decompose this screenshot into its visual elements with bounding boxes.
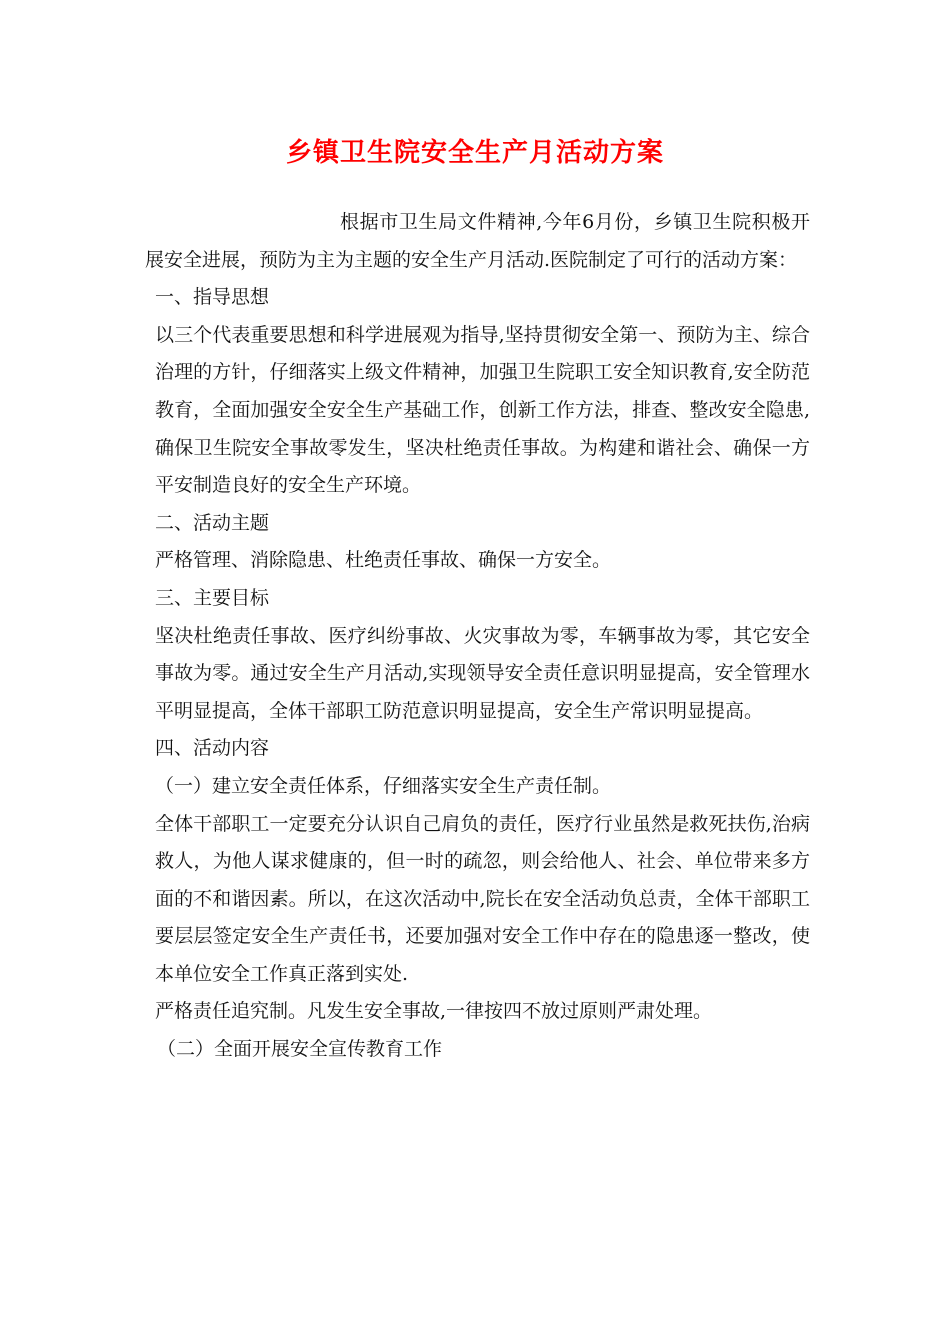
subsection-heading-education: （二）全面开展安全宣传教育工作 [157,1038,443,1061]
section-heading-activity-theme: 二、活动主题 [155,511,270,534]
paragraph-activity-theme: 严格管理、消除隐患、杜绝责任事故、确保一方安全。 [155,549,612,572]
paragraph-guiding-thought: 以三个代表重要思想和科学进展观为指导,坚持贯彻安全第一、预防为主、综合治理的方针，仔细落实上级文件精神，加强卫生院职工安全知识教育,安全防范教育，全面加强安全安全生产基础工作，创新工作方法，排查、整改安全隐患,确保卫生院安全事故零发生，坚决杜绝责任事故。为构建和谐社会、确保一方平安制造良好的安全生产环境。 [155,323,810,497]
section-heading-main-goals: 三、主要目标 [155,586,270,609]
document-body [145,204,810,1069]
section-heading-guiding-thought: 一、指导思想 [155,286,270,309]
paragraph-main-goals: 坚决杜绝责任事故、医疗纠纷事故、火灾事故为零，车辆事故为零，其它安全事故为零。通过安全生产月活动,实现领导安全责任意识明显提高，安全管理水平明显提高，全体干部职工防范意识明显提高，安全生产常识明显提高。 [155,624,810,722]
paragraph-responsibility: 全体干部职工一定要充分认识自己肩负的责任，医疗行业虽然是救死扶伤,治病救人，为他人谋求健康的，但一时的疏忽，则会给他人、社会、单位带来多方面的不和谐因素。所以，在这次活动中,院长在安全活动负总责，全体干部职工要层层签定安全生产责任书，还要加强对安全工作中存在的隐患逐一整改，使本单位安全工作真正落到实处. [155,812,810,985]
section-heading-activity-content: 四、活动内容 [155,737,270,760]
document-title: 乡镇卫生院安全生产月活动方案 [285,138,664,168]
subsection-heading-responsibility: （一）建立安全责任体系，仔细落实安全生产责任制。 [155,774,612,797]
intro-paragraph: 根据市卫生局文件精神,今年6月份，乡镇卫生院积极开展安全进展，预防为主为主题的安全生产月活动.医院制定了可行的活动方案： [145,211,810,271]
paragraph-accountability: 严格责任追究制。凡发生安全事故,一律按四不放过原则严肃处理。 [155,1000,713,1023]
